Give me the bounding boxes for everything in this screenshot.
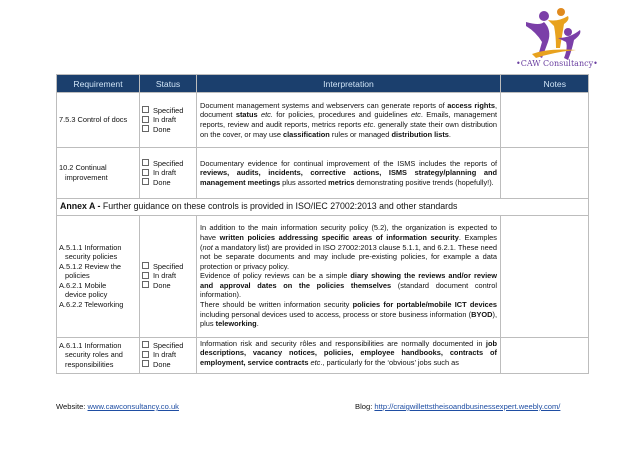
status-option[interactable]: Done	[142, 125, 194, 135]
checkbox-icon[interactable]	[142, 125, 149, 132]
logo-text: •CAW Consultancy•	[516, 59, 598, 68]
requirement-text: A.6.1.1 Information	[59, 340, 122, 350]
table-row	[57, 93, 589, 148]
requirement-text: improvement	[65, 173, 108, 182]
status-option[interactable]: Specified	[142, 159, 194, 169]
table-row	[57, 337, 589, 373]
requirement-cell	[57, 337, 140, 373]
requirement-text: device policy	[65, 290, 108, 300]
table-row	[57, 148, 589, 199]
status-option[interactable]: Done	[142, 360, 194, 370]
checkbox-icon[interactable]	[142, 116, 149, 123]
header-requirement: Requirement	[57, 75, 140, 93]
status-option[interactable]: In draft	[142, 350, 194, 360]
checkbox-icon[interactable]	[142, 262, 149, 269]
interpretation-cell: Document management systems and webservers can generate reports of access rights, document status etc. for policies, procedures and guidelines etc. Emails, management reports, review and audit reports, metrics reports etc. generally state their own distribution on the cover, or may use classification rules or managed distribution lists.	[197, 93, 501, 148]
requirement-text: A.6.2.2 Teleworking	[59, 300, 124, 310]
status-option[interactable]: Specified	[142, 341, 194, 351]
requirement-text: security policies	[65, 252, 118, 262]
requirement-text: policies	[65, 271, 90, 281]
status-cell	[140, 337, 197, 373]
notes-cell[interactable]	[501, 93, 589, 148]
requirement-cell	[57, 215, 140, 337]
checkbox-icon[interactable]	[142, 106, 149, 113]
status-option[interactable]: Done	[142, 281, 194, 291]
requirement-text: responsibilities	[65, 359, 114, 369]
interpretation-cell: Information risk and security rôles and responsibilities are normally documented in job descriptions, vacancy notices, policies, employee handbooks, contracts of employment, service contracts etc., particularly for the ‘obvious’ jobs such as	[197, 337, 501, 373]
status-cell	[140, 93, 197, 148]
interpretation-cell: Documentary evidence for continual improvement of the ISMS includes the reports of reviews, audits, incidents, corrective actions, ISMS strategy/planning and management meetings plus assorted metrics demonstrating positive trends (hopefully!).	[197, 148, 501, 199]
annex-heading: Annex A - Further guidance on these controls is provided in ISO/IEC 27002:2013 and other standards	[57, 199, 589, 216]
footer-blog: Blog: http://craigwillettstheisoandbusinessexpert.weebly.com/	[355, 402, 561, 411]
table-row	[57, 215, 589, 337]
website-link[interactable]: www.cawconsultancy.co.uk	[87, 402, 179, 411]
notes-cell[interactable]	[501, 148, 589, 199]
annex-row	[57, 199, 589, 216]
status-option[interactable]: In draft	[142, 271, 194, 281]
status-option[interactable]: Done	[142, 178, 194, 188]
checkbox-icon[interactable]	[142, 341, 149, 348]
requirement-cell	[57, 93, 140, 148]
requirement-text: 7.5.3 Control of docs	[59, 115, 128, 125]
checkbox-icon[interactable]	[142, 272, 149, 279]
status-cell	[140, 215, 197, 337]
header-status: Status	[140, 75, 197, 93]
requirement-cell	[57, 148, 140, 199]
blog-link[interactable]: http://craigwillettstheisoandbusinessexpert.weebly.com/	[374, 402, 561, 411]
checkbox-icon[interactable]	[142, 159, 149, 166]
requirement-text: 10.2 Continual	[59, 163, 107, 173]
requirement-text: A.5.1.2 Review the	[59, 261, 122, 271]
interpretation-cell: In addition to the main information security policy (5.2), the organization is expected to have written policies addressing specific areas of information security. Examples (not a mandatory list) are provided in ISO 27002:2013 clause 5.1.1, and 6.2.1. These need not be separate documents and may include pre-existing policies, for example a data protection or privacy policy. Evidence of policy reviews can be a simple diary showing the reviews and/or review and approval dates on the policies themselves (standard document control information). There should be written information security policies for portable/mobile ICT devices including personal devices used to access, process or store business information (BYOD), plus teleworking.	[197, 215, 501, 337]
requirements-table	[56, 74, 589, 374]
status-option[interactable]: Specified	[142, 106, 194, 116]
requirement-text: A.6.2.1 Mobile	[59, 280, 107, 290]
notes-cell[interactable]	[501, 215, 589, 337]
status-option[interactable]: In draft	[142, 168, 194, 178]
status-option[interactable]: Specified	[142, 262, 194, 272]
requirement-text: A.5.1.1 Information	[59, 242, 122, 252]
checkbox-icon[interactable]	[142, 360, 149, 367]
status-cell	[140, 148, 197, 199]
header-notes: Notes	[501, 75, 589, 93]
status-option[interactable]: In draft	[142, 115, 194, 125]
notes-cell[interactable]	[501, 337, 589, 373]
checkbox-icon[interactable]	[142, 178, 149, 185]
table-header-row	[57, 75, 589, 93]
checkbox-icon[interactable]	[142, 169, 149, 176]
requirement-text: security roles and	[65, 350, 123, 360]
header-interpretation: Interpretation	[197, 75, 501, 93]
footer-website: Website: www.cawconsultancy.co.uk	[56, 402, 179, 411]
checkbox-icon[interactable]	[142, 281, 149, 288]
checkbox-icon[interactable]	[142, 351, 149, 358]
